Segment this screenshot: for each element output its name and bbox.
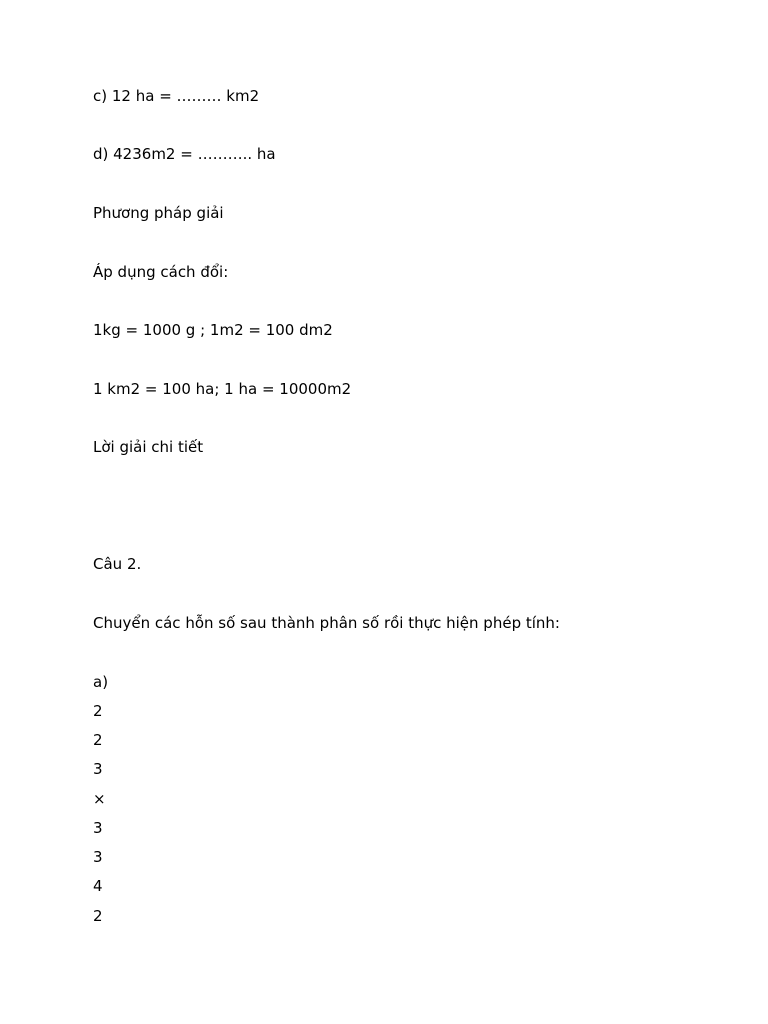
method-heading: Phương pháp giải: [93, 204, 224, 222]
exercise-c: c) 12 ha = ……… km2: [93, 87, 260, 105]
trailing-value: 2: [93, 907, 103, 925]
conversion-line-1: 1kg = 1000 g ; 1m2 = 100 dm2: [93, 321, 333, 339]
mixed-number-numerator-1: 2: [93, 731, 103, 749]
mixed-number-whole-1: 2: [93, 702, 103, 720]
mixed-number-whole-2: 3: [93, 819, 103, 837]
part-a-label: a): [93, 673, 109, 691]
mixed-number-denominator-1: 3: [93, 760, 103, 778]
mixed-number-numerator-2: 3: [93, 848, 103, 866]
multiplication-sign: ×: [93, 790, 106, 808]
mixed-number-denominator-2: 4: [93, 877, 103, 895]
question-2-prompt: Chuyển các hỗn số sau thành phân số rồi thực hiện phép tính:: [93, 614, 560, 632]
question-2-title: Câu 2.: [93, 555, 142, 573]
method-intro: Áp dụng cách đổi:: [93, 263, 229, 281]
conversion-line-2: 1 km2 = 100 ha; 1 ha = 10000m2: [93, 380, 352, 398]
exercise-d: d) 4236m2 = ……….. ha: [93, 145, 276, 163]
solution-heading: Lời giải chi tiết: [93, 438, 204, 456]
